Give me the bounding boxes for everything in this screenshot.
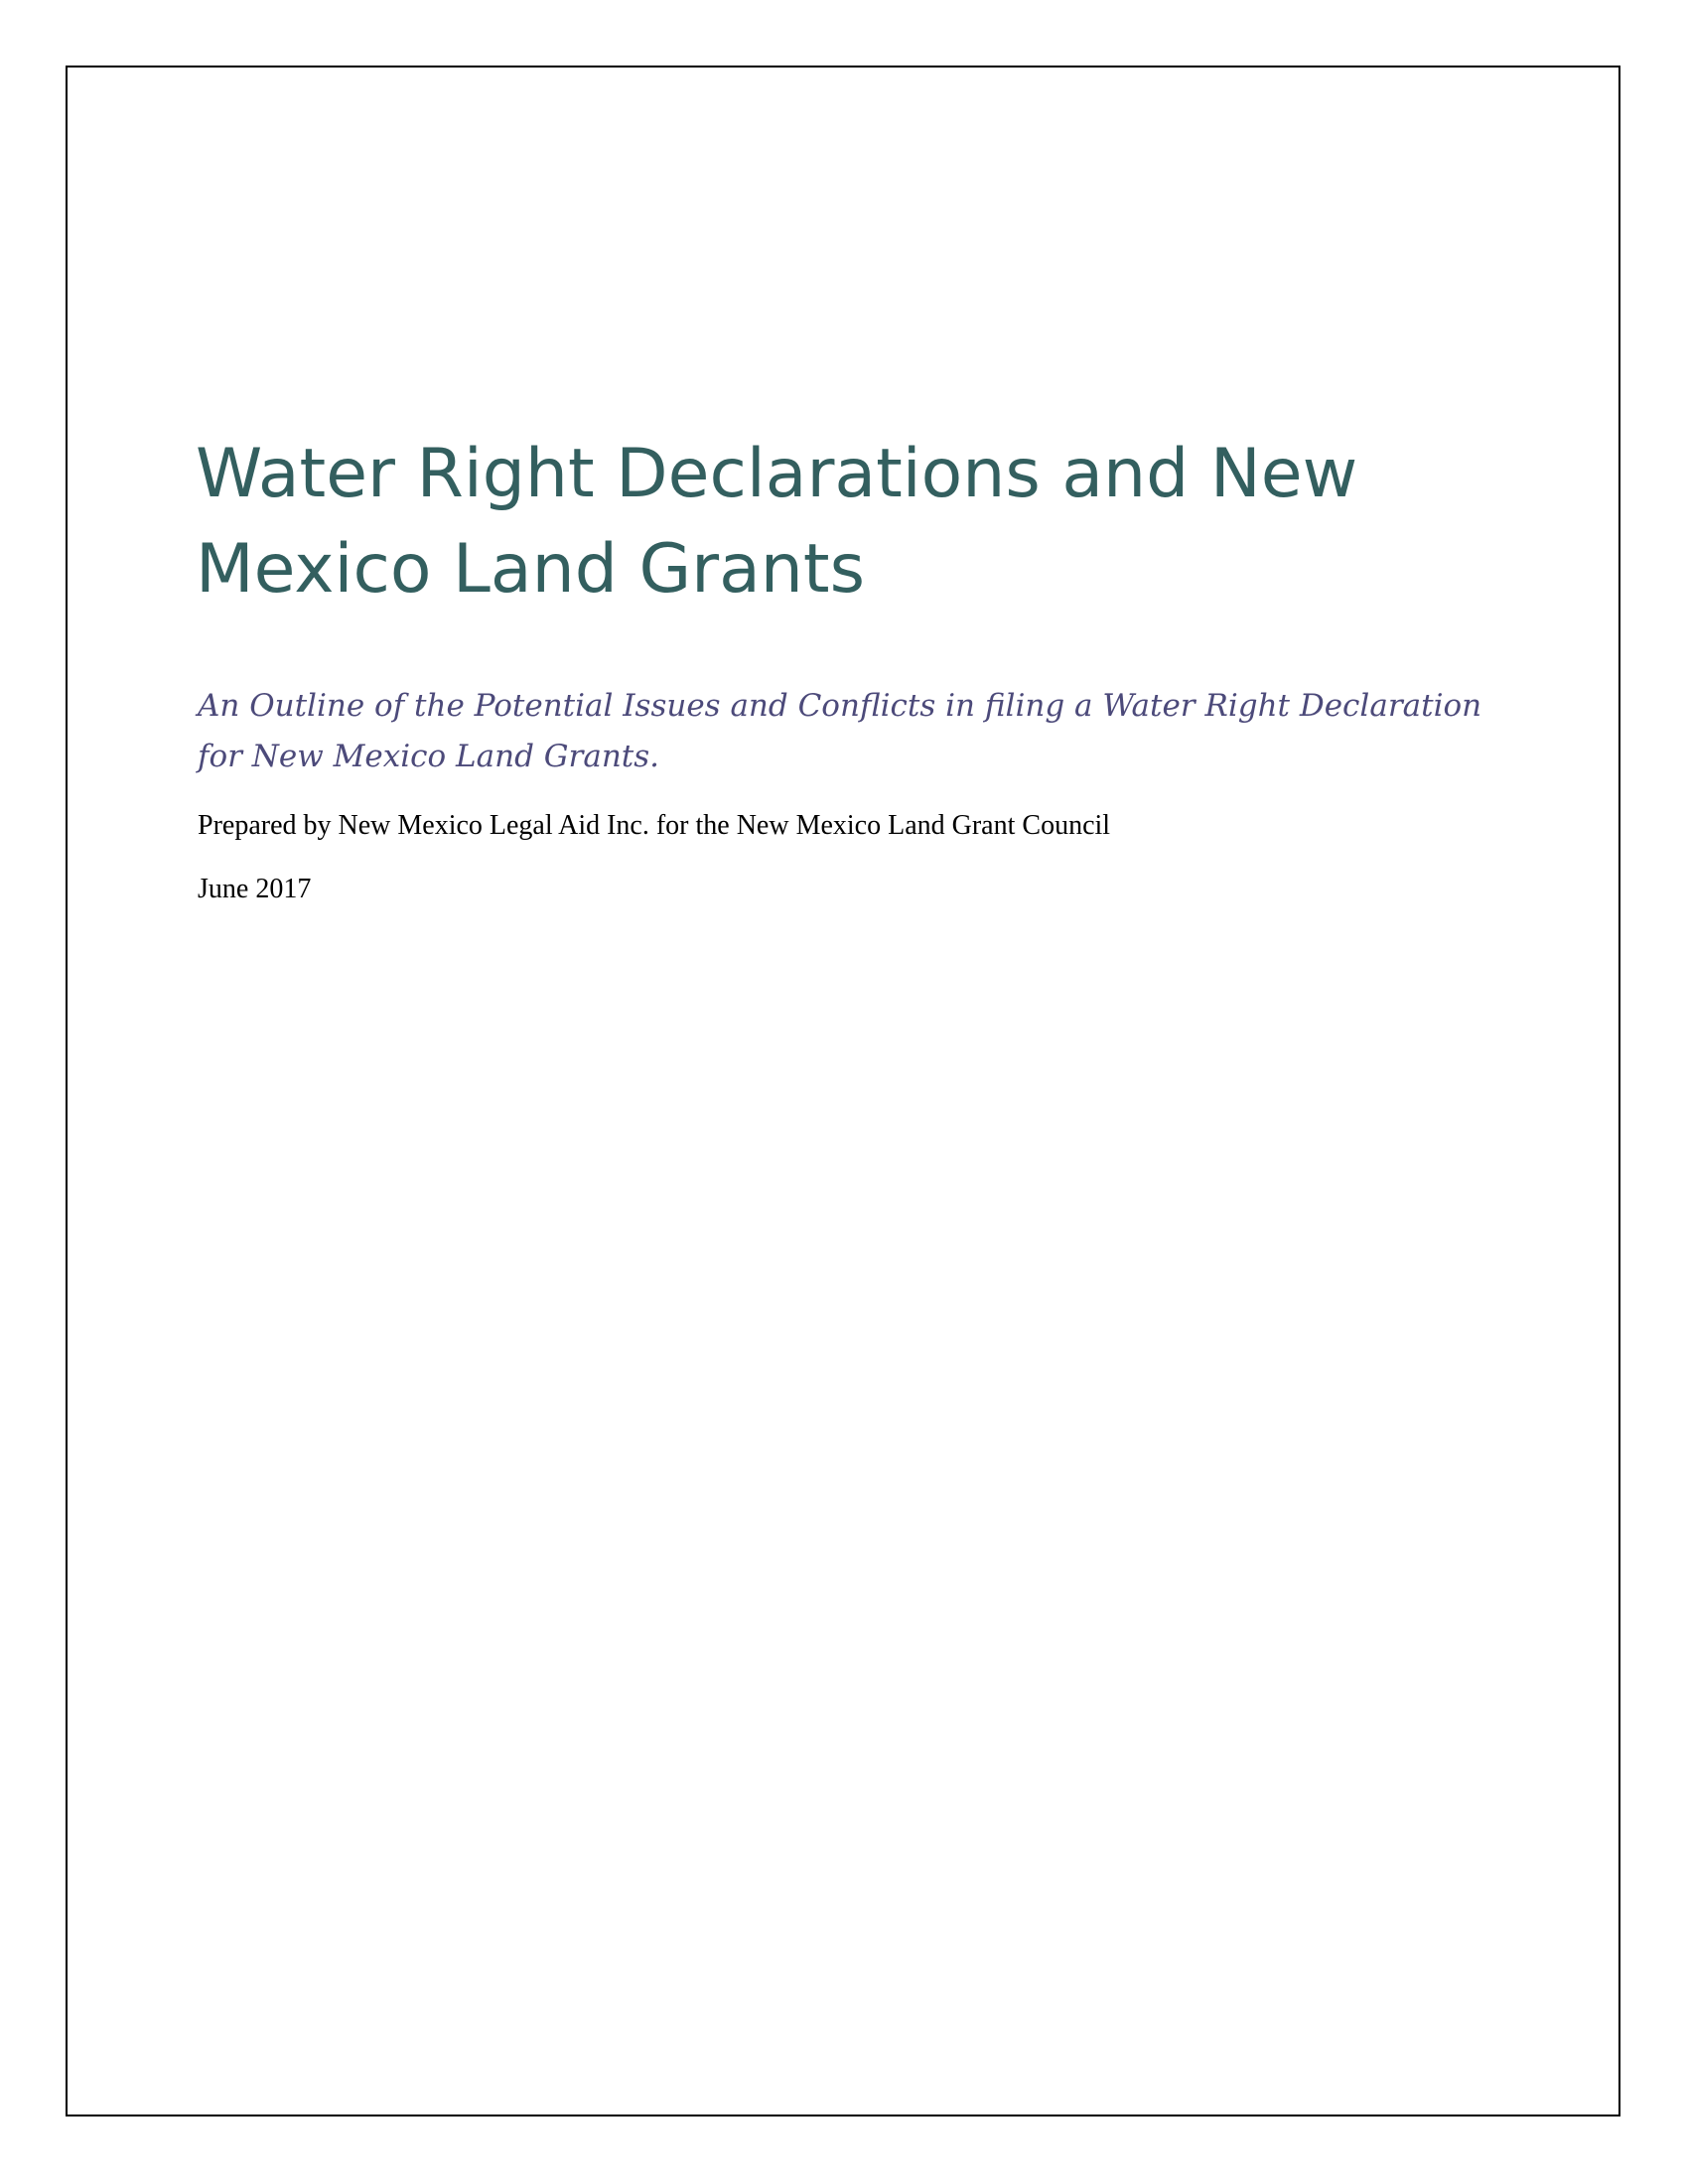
page-border	[66, 66, 1620, 2116]
publication-date: June 2017	[198, 874, 312, 904]
document-subtitle-line-1: An Outline of the Potential Issues and Conflicts in filing a Water Right Declaration	[198, 688, 1482, 724]
prepared-by-text: Prepared by New Mexico Legal Aid Inc. for the New Mexico Land Grant Council	[198, 810, 1111, 841]
document-title-line-1: Water Right Declarations and New	[196, 435, 1358, 513]
document-subtitle	[198, 681, 1528, 782]
document-title-line-2: Mexico Land Grants	[196, 530, 865, 609]
document-subtitle-line-2: for New Mexico Land Grants.	[198, 739, 660, 774]
document-title	[196, 427, 1387, 617]
